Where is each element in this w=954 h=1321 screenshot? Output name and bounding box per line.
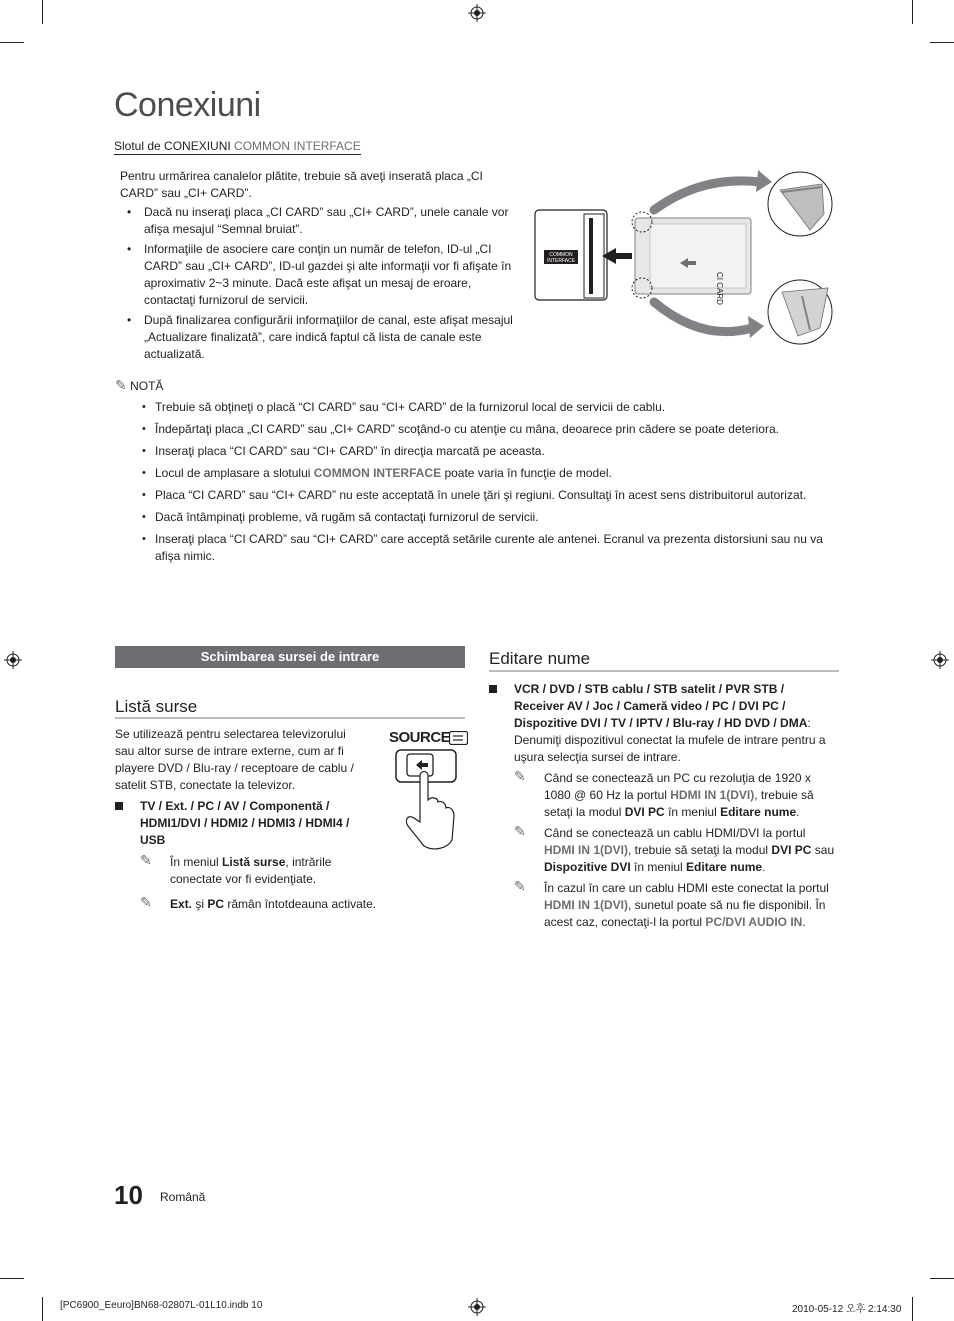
- note-highlight: COMMON INTERFACE: [313, 466, 442, 480]
- crop-mark: [42, 1297, 43, 1321]
- page-title: Conexiuni: [114, 86, 261, 124]
- ci-card-illustration: [532, 170, 836, 348]
- list-item: • Dacă nu inseraţi placa „CI CARD” sau „CI+ CARD”, unele canale vor afişa mesajul “Semnal bruiat”.: [120, 204, 520, 238]
- list-item: [115, 531, 835, 565]
- note-text: Placa “CI CARD” sau “CI+ CARD” nu este acceptată în unele ţări şi regiuni. Consultaţi în acest sens distribuitorul autorizat.: [155, 488, 807, 502]
- note-text: În meniul: [170, 855, 223, 869]
- list-item: [115, 509, 835, 526]
- slot-label-line1: COMMON: [549, 252, 573, 258]
- registration-mark-icon: [931, 651, 949, 669]
- list-item: [115, 399, 835, 416]
- remote-hand-icon: [394, 748, 460, 852]
- page-language: Română: [160, 1190, 206, 1204]
- list-item: • După finalizarea configurării informaţiilor de canal, este afişat mesajul „Actualizare finalizată”, care indică faptul că lista de canale este actualizată.: [120, 312, 520, 363]
- note-text: Îndepărtaţi placa „CI CARD” sau „CI+ CARD” scoţând-o cu atenţie cu mâna, deoarece prin cădere se poate deteriora.: [155, 422, 779, 436]
- crop-mark: [930, 42, 954, 43]
- note-icon: ✎: [514, 878, 526, 894]
- registration-mark-icon: [4, 651, 22, 669]
- list-item: [115, 487, 835, 504]
- footer-date: 2010-05-12 오후 2:14:30: [792, 1304, 902, 1315]
- note-text: , trebuie să setaţi la modul: [544, 788, 814, 819]
- note-text: poate varia în funcţie de model.: [441, 466, 612, 480]
- note-highlight: Editare nume: [720, 805, 797, 819]
- page-number: 10: [114, 1180, 143, 1210]
- note-text: .: [796, 805, 800, 819]
- card-label: CI CARD: [715, 272, 724, 305]
- note-highlight: HDMI IN 1(DVI): [544, 843, 628, 857]
- note-icon: ✎: [514, 823, 526, 839]
- list-item: [115, 465, 835, 482]
- nota-list: [115, 399, 835, 570]
- note-highlight: HDMI IN 1(DVI): [544, 898, 628, 912]
- device-list: VCR / DVD / STB cablu / STB satelit / PVR STB / Receiver AV / Joc / Cameră video / PC / DVI PC / Dispozitive DVI / TV / IPTV / Blu-ray / HD DVD / DMA: [514, 682, 808, 730]
- square-bullet: [489, 685, 497, 693]
- input-source-banner: Schimbarea sursei de intrare: [115, 646, 465, 668]
- note-icon: ✎: [140, 894, 152, 910]
- note-text: Dacă întâmpinaţi probleme, vă rugăm să contactaţi furnizorul de servicii.: [155, 510, 539, 524]
- note-icon: ✎: [140, 852, 152, 868]
- crop-mark: [930, 1278, 954, 1279]
- crop-mark: [0, 1278, 24, 1279]
- registration-mark-icon: [468, 1298, 486, 1316]
- note-icon: ✎: [115, 377, 127, 393]
- edit-name-note2: [544, 825, 836, 876]
- note-text: , trebuie să setaţi la modul: [628, 843, 772, 857]
- note-icon: ✎: [514, 768, 526, 784]
- note-text: .: [802, 915, 806, 929]
- nota-label: NOTĂ: [130, 379, 164, 393]
- note-highlight: HDMI IN 1(DVI): [670, 788, 755, 802]
- source-button-label: SOURCE: [389, 729, 451, 746]
- ci-bullets: [120, 204, 520, 363]
- note-text: Trebuie să obţineţi o placă “CI CARD” sau “CI+ CARD” de la furnizorul local de servicii de cablu.: [155, 400, 666, 414]
- ci-section-heading: [114, 139, 361, 155]
- source-list-note1: [170, 854, 370, 888]
- note-text: , sunetul poate să nu fie disponibil. În acest caz, conectaţi-l la portul: [544, 898, 826, 929]
- note-text: .: [762, 860, 766, 874]
- note-text: sau: [811, 843, 835, 857]
- note-text: În cazul în care un cablu HDMI este conectat la portul: [544, 881, 829, 895]
- ci-text-block: [120, 168, 520, 366]
- edit-name-note3: [544, 880, 840, 931]
- section-rule: [489, 670, 839, 672]
- nota-heading: [115, 377, 163, 395]
- note-highlight: DVI PC: [771, 843, 812, 857]
- note-highlight: DVI PC: [624, 805, 665, 819]
- ci-heading-highlight: COMMON INTERFACE: [234, 139, 361, 153]
- note-text: şi: [192, 897, 208, 911]
- crop-mark: [912, 0, 913, 24]
- crop-mark: [0, 42, 24, 43]
- ci-heading-text: Slotul de CONEXIUNI: [114, 139, 235, 153]
- note-highlight: PC/DVI AUDIO IN: [705, 915, 803, 929]
- note-text: Inseraţi placa “CI CARD” sau “CI+ CARD” în direcţia marcată pe aceasta.: [155, 444, 545, 458]
- note-text: , intrările conectate vor fi evidenţiate.: [170, 855, 332, 886]
- source-list-intro: Se utilizează pentru selectarea televizorului sau altor surse de intrare externe, cum ar fi playere DVD / Blu-ray / receptoare de cablu / satelit STB, conectate la televizor.: [115, 727, 354, 792]
- edit-name-note1: [544, 770, 836, 821]
- note-text: Locul de amplasare a slotului: [155, 466, 314, 480]
- note-highlight: Ext.: [170, 897, 193, 911]
- note-highlight: Dispozitive DVI: [544, 860, 631, 874]
- crop-mark: [912, 1297, 913, 1321]
- note-highlight: PC: [207, 897, 225, 911]
- ci-intro: Pentru urmărirea canalelor plătite, trebuie să aveţi inserată placa „CI CARD” sau „CI+ CARD”.: [120, 169, 483, 200]
- edit-name-item: [514, 681, 834, 766]
- list-item: [115, 443, 835, 460]
- square-bullet: [115, 802, 123, 810]
- edit-name-title: Editare nume: [489, 649, 591, 668]
- note-text: rămân întotdeauna activate.: [224, 897, 377, 911]
- registration-mark-icon: [468, 4, 486, 22]
- note-text: în meniul: [630, 860, 687, 874]
- source-list-note2: [170, 896, 410, 913]
- slot-label-line2: INTERFACE: [546, 258, 576, 264]
- list-item: • Informaţiile de asociere care conţin un număr de telefon, ID-ul „CI CARD” sau „CI+ CARD”, ID-ul gazdei şi alte informaţii vor fi afişate în aproximativ 2~3 minute. Dacă este afişat un mesaj de eroare, contactaţi furnizorul de servicii.: [120, 241, 520, 309]
- note-text: Când se conectează un PC cu rezoluţia de 1920 x 1080 @ 60 Hz la portul: [544, 771, 811, 802]
- note-text: Când se conectează un cablu HDMI/DVI la portul: [544, 826, 806, 840]
- crop-mark: [42, 0, 43, 24]
- note-text: Inseraţi placa “CI CARD” sau “CI+ CARD” care acceptă setările curente ale antenei. Ecranul va prezenta distorsiuni sau nu va afişa nimic.: [155, 532, 823, 563]
- source-list-item: TV / Ext. / PC / AV / Componentă / HDMI1/DVI / HDMI2 / HDMI3 / HDMI4 / USB: [140, 799, 350, 847]
- source-menu-icon: [449, 731, 468, 745]
- footer-file: [PC6900_Eeuro]BN68-02807L-01L10.indb 10: [60, 1300, 263, 1311]
- note-highlight: Editare nume: [686, 860, 763, 874]
- item-description: : Denumiţi dispozitivul conectat la mufele de intrare pentru a uşura selecţia sursei de intrare.: [514, 716, 826, 764]
- source-list-title: Listă surse: [115, 697, 198, 716]
- list-item: [115, 421, 835, 438]
- note-highlight: Listă surse: [222, 855, 286, 869]
- note-text: în meniul: [664, 805, 721, 819]
- section-rule: [115, 717, 465, 719]
